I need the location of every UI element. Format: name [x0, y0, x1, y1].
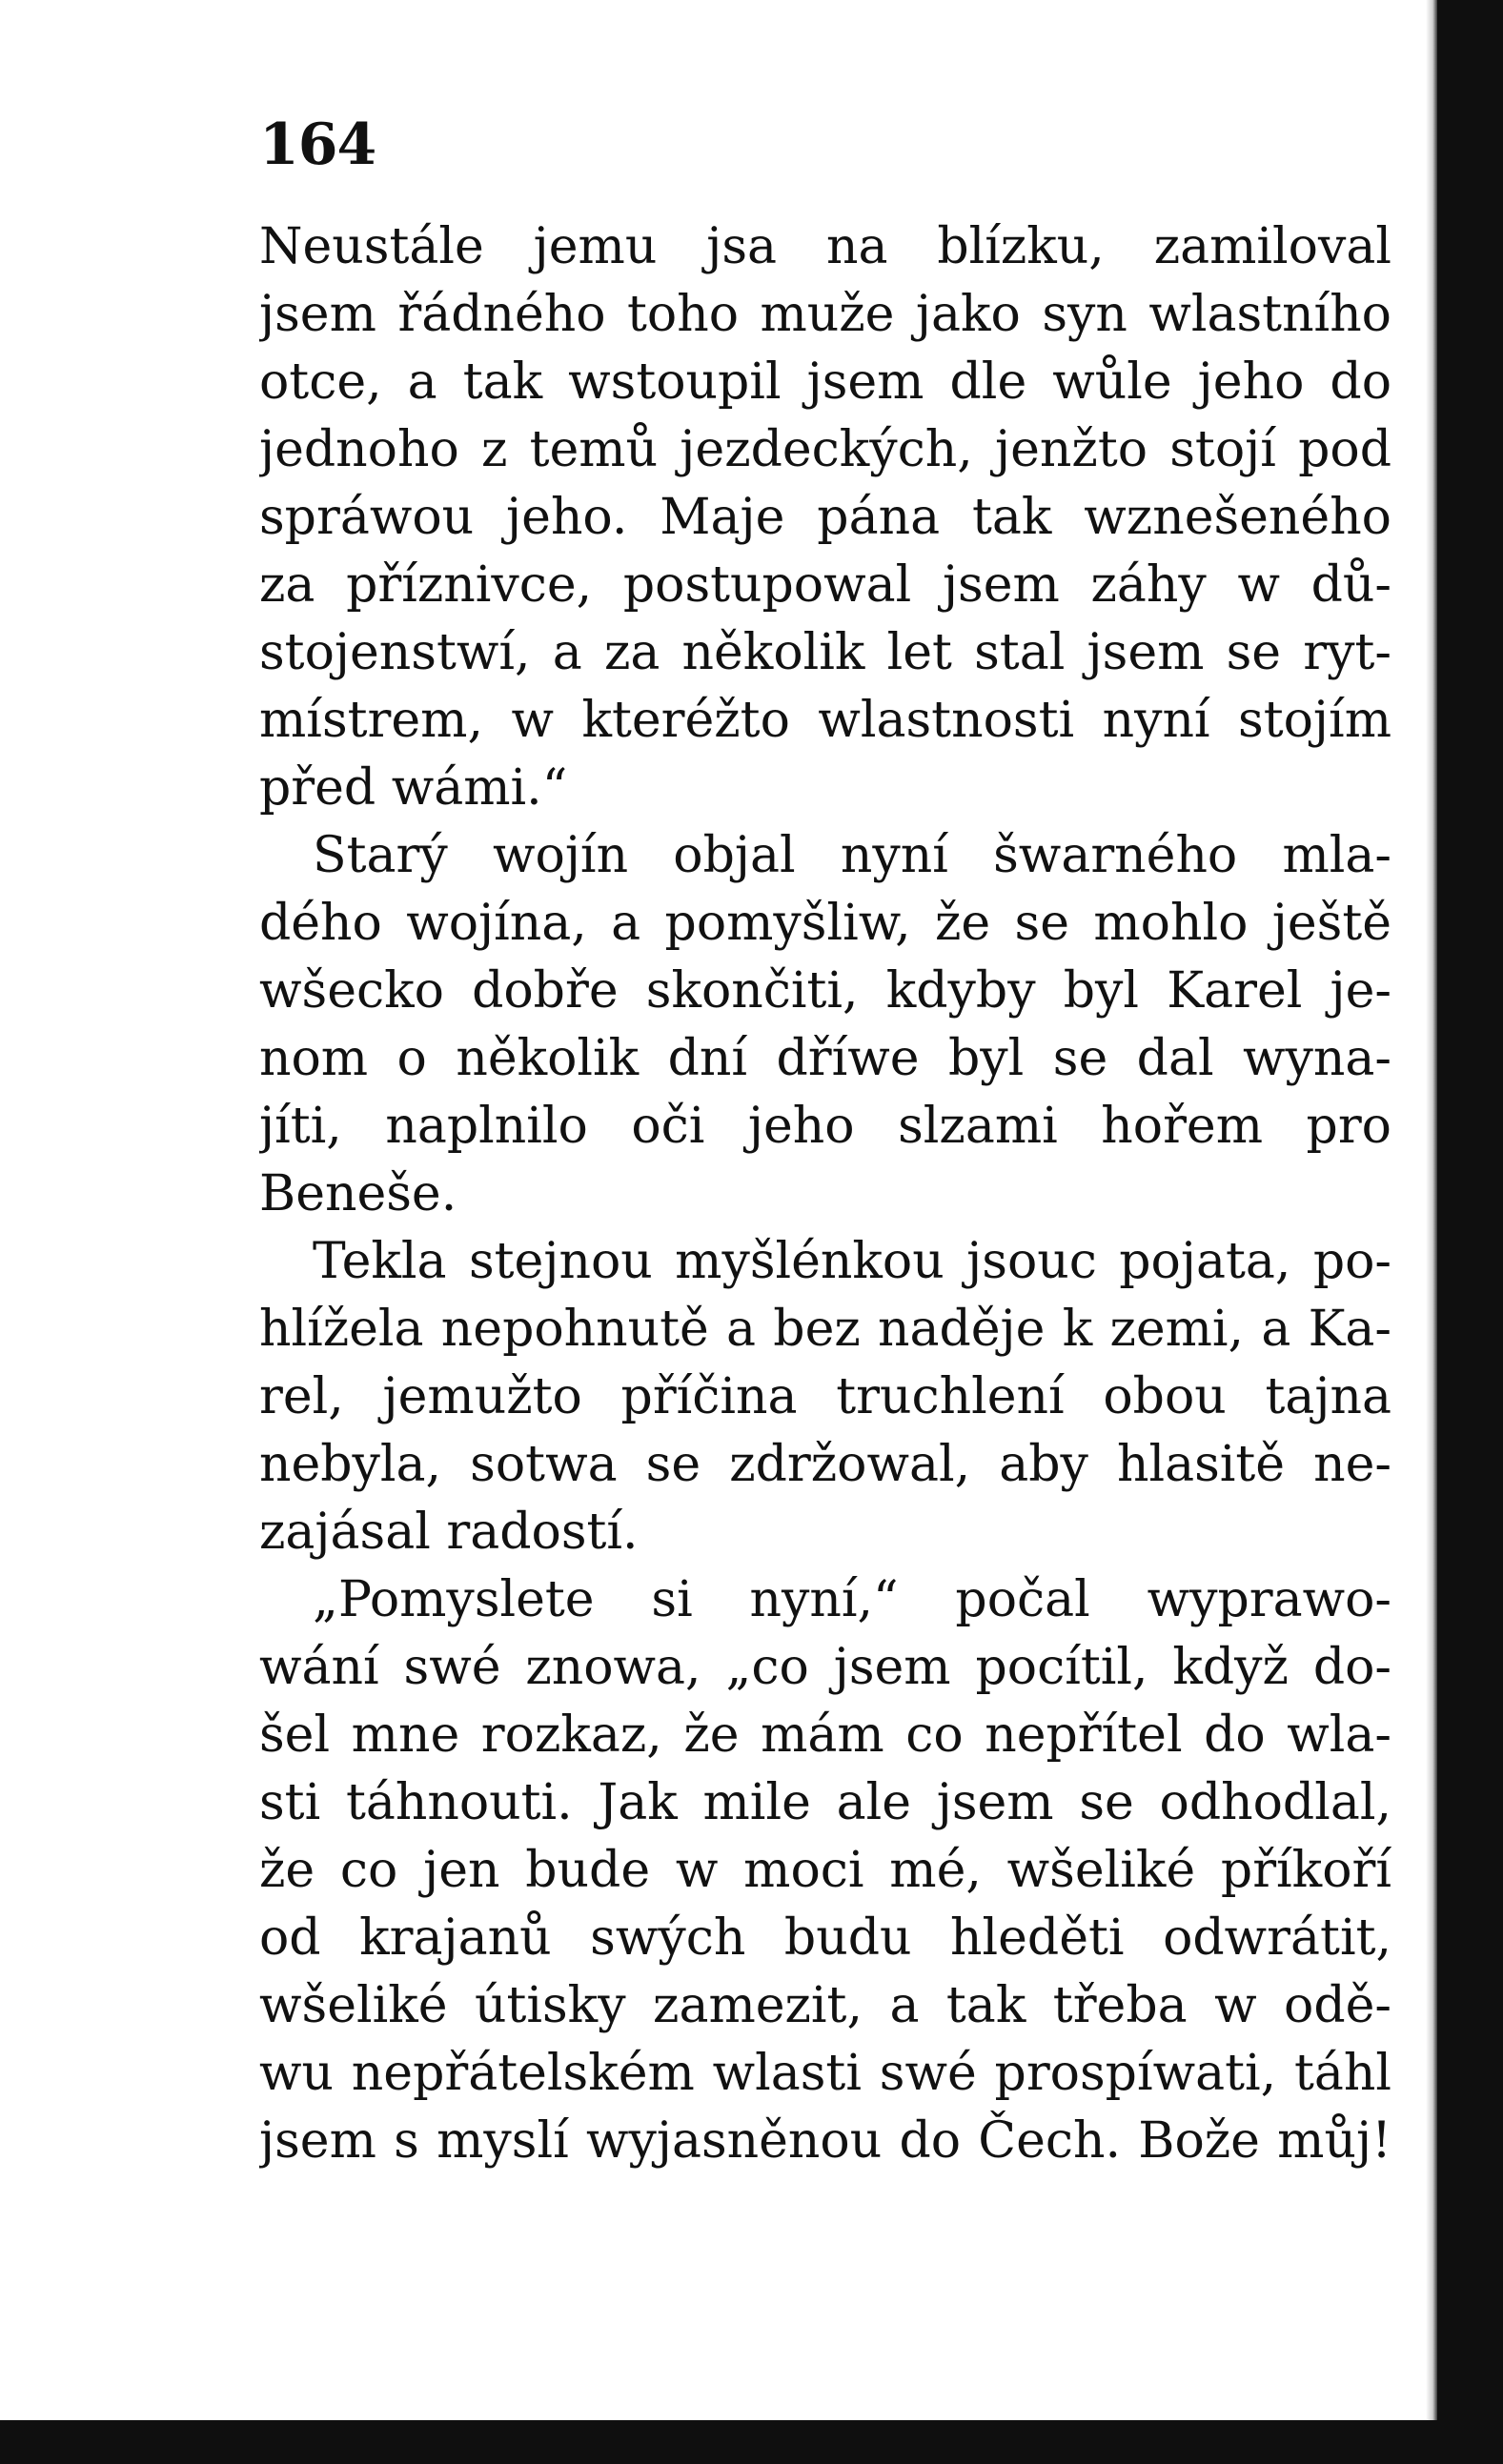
text-line: Tekla stejnou myšlénkou jsouc pojata, po-	[313, 1233, 1391, 1290]
page-edge-shadow	[1426, 0, 1437, 2420]
text-line: Starý wojín objal nyní šwarného mla-	[313, 827, 1391, 884]
text-line: otce, a tak wstoupil jsem dle wůle jeho do	[259, 353, 1391, 411]
text-line: nom o několik dní dříwe byl se dal wyna-	[259, 1030, 1391, 1087]
text-line: stojenstwí, a za několik let stal jsem se ryt-	[259, 624, 1391, 681]
text-line: spráwou jeho. Maje pána tak wznešeného	[259, 489, 1391, 546]
text-line: zajásal radostí.	[259, 1504, 639, 1561]
page-number: 164	[259, 111, 376, 178]
text-line: wání swé znowa, „co jsem pocítil, když do-	[259, 1639, 1391, 1696]
text-line: wšecko dobře skončiti, kdyby byl Karel je-	[259, 962, 1391, 1020]
text-line: šel mne rozkaz, že mám co nepřítel do wla-	[259, 1707, 1391, 1764]
text-line: wšeliké útisky zamezit, a tak třeba w odě-	[259, 1977, 1391, 2034]
text-line: místrem, w kteréžto wlastnosti nyní stojím	[259, 692, 1391, 749]
text-line: za příznivce, postupowal jsem záhy w dů-	[259, 556, 1391, 614]
text-line: Beneše.	[259, 1165, 457, 1222]
body-text	[259, 213, 1391, 2175]
text-line: „Pomyslete si nyní,“ počal wyprawo-	[313, 1571, 1391, 1628]
text-line: wu nepřátelském wlasti swé prospíwati, táhl	[259, 2045, 1391, 2102]
text-line: jsem s myslí wyjasněnou do Čech. Bože můj!	[259, 2112, 1391, 2170]
text-line: dého wojína, a pomyšliw, že se mohlo ještě	[259, 895, 1391, 952]
text-line: nebyla, sotwa se zdržowal, aby hlasitě ne-	[259, 1436, 1391, 1493]
scan-border-right	[1437, 0, 1503, 2464]
text-line: od krajanů swých budu hleděti odwrátit,	[259, 1909, 1391, 1967]
text-line: sti táhnouti. Jak mile ale jsem se odhodlal,	[259, 1774, 1391, 1831]
text-line: jednoho z temů jezdeckých, jenžto stojí pod	[259, 421, 1391, 478]
text-line: jsem řádného toho muže jako syn wlastního	[259, 286, 1391, 343]
text-line: Neustále jemu jsa na blízku, zamiloval	[259, 218, 1391, 275]
text-line: před wámi.“	[259, 759, 568, 817]
text-line: hlížela nepohnutě a bez naděje k zemi, a Ka-	[259, 1301, 1391, 1358]
text-line: že co jen bude w moci mé, wšeliké příkoří	[259, 1842, 1391, 1899]
text-line: jíti, naplnilo oči jeho slzami hořem pro	[259, 1098, 1391, 1155]
scan-border-bottom	[0, 2420, 1503, 2464]
text-line: rel, jemužto příčina truchlení obou tajna	[259, 1368, 1391, 1425]
